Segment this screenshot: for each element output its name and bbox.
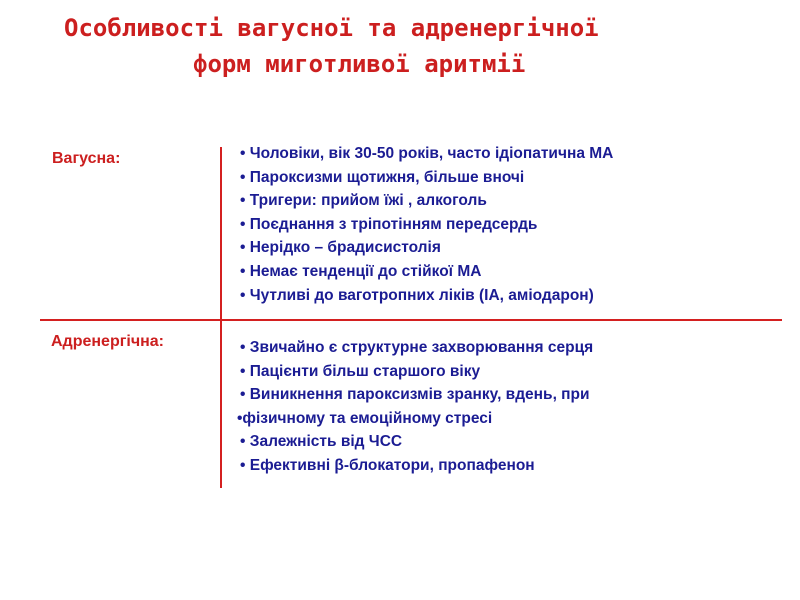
list-item: • Залежність від ЧСС bbox=[240, 433, 403, 451]
list-item: • Пароксизми щотижня, більше вночі bbox=[240, 168, 525, 186]
list-item: • Звичайно є структурне захворювання серця bbox=[240, 339, 594, 356]
section-label-adrenergic: Адренергічна: bbox=[51, 333, 165, 350]
list-item: • Немає тенденції до стійкої МА bbox=[240, 262, 482, 280]
list-item: • Чутливі до ваготропних ліків (ІА, аміодарон) bbox=[240, 286, 594, 304]
list-item: •фізичному та емоційному стресі bbox=[237, 409, 493, 427]
adrenergic-feature-list bbox=[237, 336, 594, 478]
list-item: • Чоловіки, вік 30-50 років, часто ідіопатична МА bbox=[240, 145, 614, 162]
list-item: • Пацієнти більш старшого віку bbox=[240, 362, 481, 380]
slide-title-line-2: форм миготливої аритмії bbox=[193, 50, 526, 78]
list-item: • Ефективні β-блокатори, пропафенон bbox=[240, 456, 535, 474]
vertical-divider bbox=[220, 147, 222, 488]
horizontal-divider bbox=[40, 319, 782, 321]
vagus-feature-list bbox=[240, 142, 613, 307]
list-item: • Поєднання з тріпотінням передсердь bbox=[240, 215, 538, 233]
list-item: • Виникнення пароксизмів зранку, вдень, при bbox=[240, 386, 590, 404]
slide-title-line-1: Особливості вагусної та адренергічної bbox=[64, 14, 599, 42]
list-item: • Нерідко – брадисистолія bbox=[240, 239, 441, 257]
section-label-vagus: Вагусна: bbox=[52, 150, 121, 167]
list-item: • Тригери: прийом їжі , алкоголь bbox=[240, 192, 487, 210]
